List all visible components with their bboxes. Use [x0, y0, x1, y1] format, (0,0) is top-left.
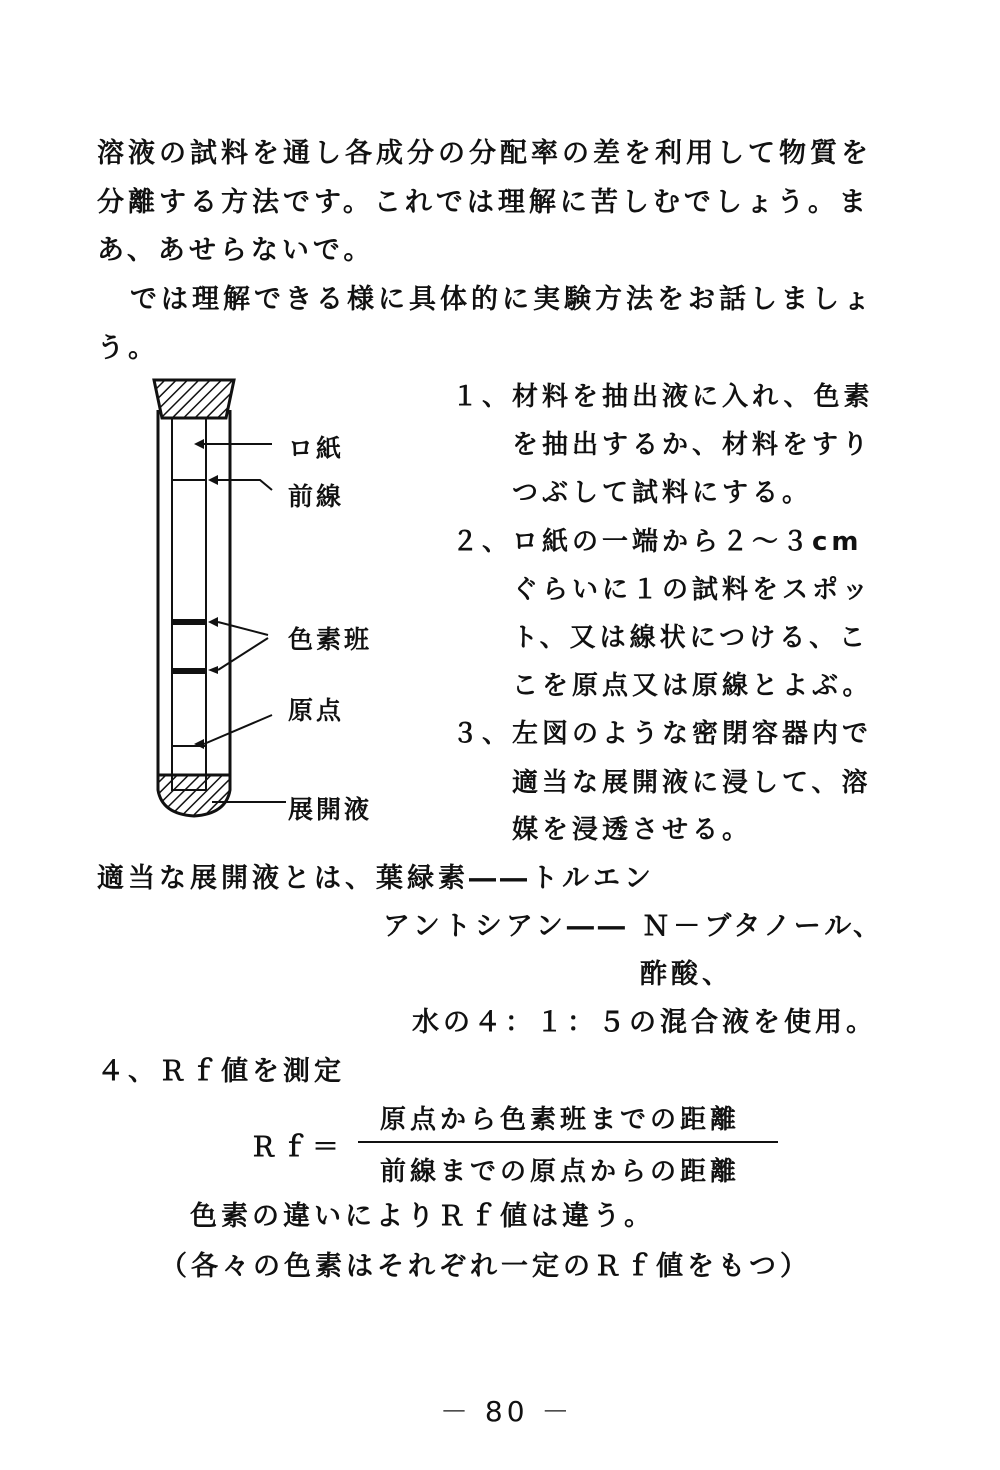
intro-line-3: あ、あせらないで。: [97, 235, 375, 266]
label-front-line: 前線: [288, 482, 345, 511]
step-2-line-1: ２、ロ紙の一端から２～３cm: [452, 527, 863, 557]
label-filter-paper: ロ紙: [288, 434, 345, 463]
developer-note-line-3: 酢酸、: [640, 959, 733, 990]
step-2-line-2: ぐらいに１の試料をスポッ: [512, 575, 873, 605]
intro-line-2: 分離する方法です。これでは理解に苦しむでしょう。ま: [97, 187, 870, 218]
developer-note-line-1: 適当な展開液とは、葉緑素――トルエン: [97, 863, 655, 894]
label-pigment-spots: 色素班: [288, 625, 373, 654]
leader-origin: [204, 715, 272, 744]
step-1-line-2: を抽出するか、材料をすり: [512, 430, 873, 460]
leader-spot-upper: [218, 622, 268, 635]
leader-spot-lower: [218, 638, 268, 670]
note-line-1: 色素の違いによりＲｆ値は違う。: [190, 1201, 655, 1232]
step-1-line-1: １、材料を抽出液に入れ、色素: [452, 382, 874, 412]
step-2-line-4: こを原点又は原線とよぶ。: [512, 671, 873, 701]
rf-formula-numerator: 原点から色素班までの距離: [380, 1105, 741, 1135]
step-2-line-3: ト、又は線状につける、こ: [512, 623, 870, 653]
step-3-line-1: ３、左図のような密閉容器内で: [452, 719, 873, 749]
rf-formula-fraction-bar: [358, 1141, 778, 1143]
page-number: － 80 －: [440, 1395, 574, 1428]
label-origin: 原点: [288, 696, 345, 725]
developer-note-line-2: アントシアン―― Ｎ－ブタノール、: [383, 911, 885, 942]
leader-front: [218, 480, 272, 490]
label-developer: 展開液: [288, 795, 373, 824]
step-1-line-3: つぶして試料にする。: [512, 478, 813, 508]
developer-note-line-4: 水の４：１：５の混合液を使用。: [412, 1007, 877, 1038]
intro-line-4: では理解できる様に具体的に実験方法をお話しましょ: [130, 284, 874, 315]
intro-line-1: 溶液の試料を通し各成分の分配率の差を利用して物質を: [97, 138, 872, 169]
rf-formula-lhs: Ｒｆ＝: [250, 1132, 343, 1163]
step-3-line-2: 適当な展開液に浸して、溶: [512, 768, 872, 798]
rf-formula-denominator: 前線までの原点からの距離: [380, 1157, 741, 1187]
intro-line-5: う。: [97, 333, 159, 364]
step-3-line-3: 媒を浸透させる。: [512, 815, 753, 845]
rf-formula: [250, 1095, 790, 1195]
note-line-2: （各々の色素はそれぞれ一定のＲｆ値をもつ）: [160, 1251, 811, 1282]
step-4-heading: ４、Ｒｆ値を測定: [97, 1056, 345, 1087]
